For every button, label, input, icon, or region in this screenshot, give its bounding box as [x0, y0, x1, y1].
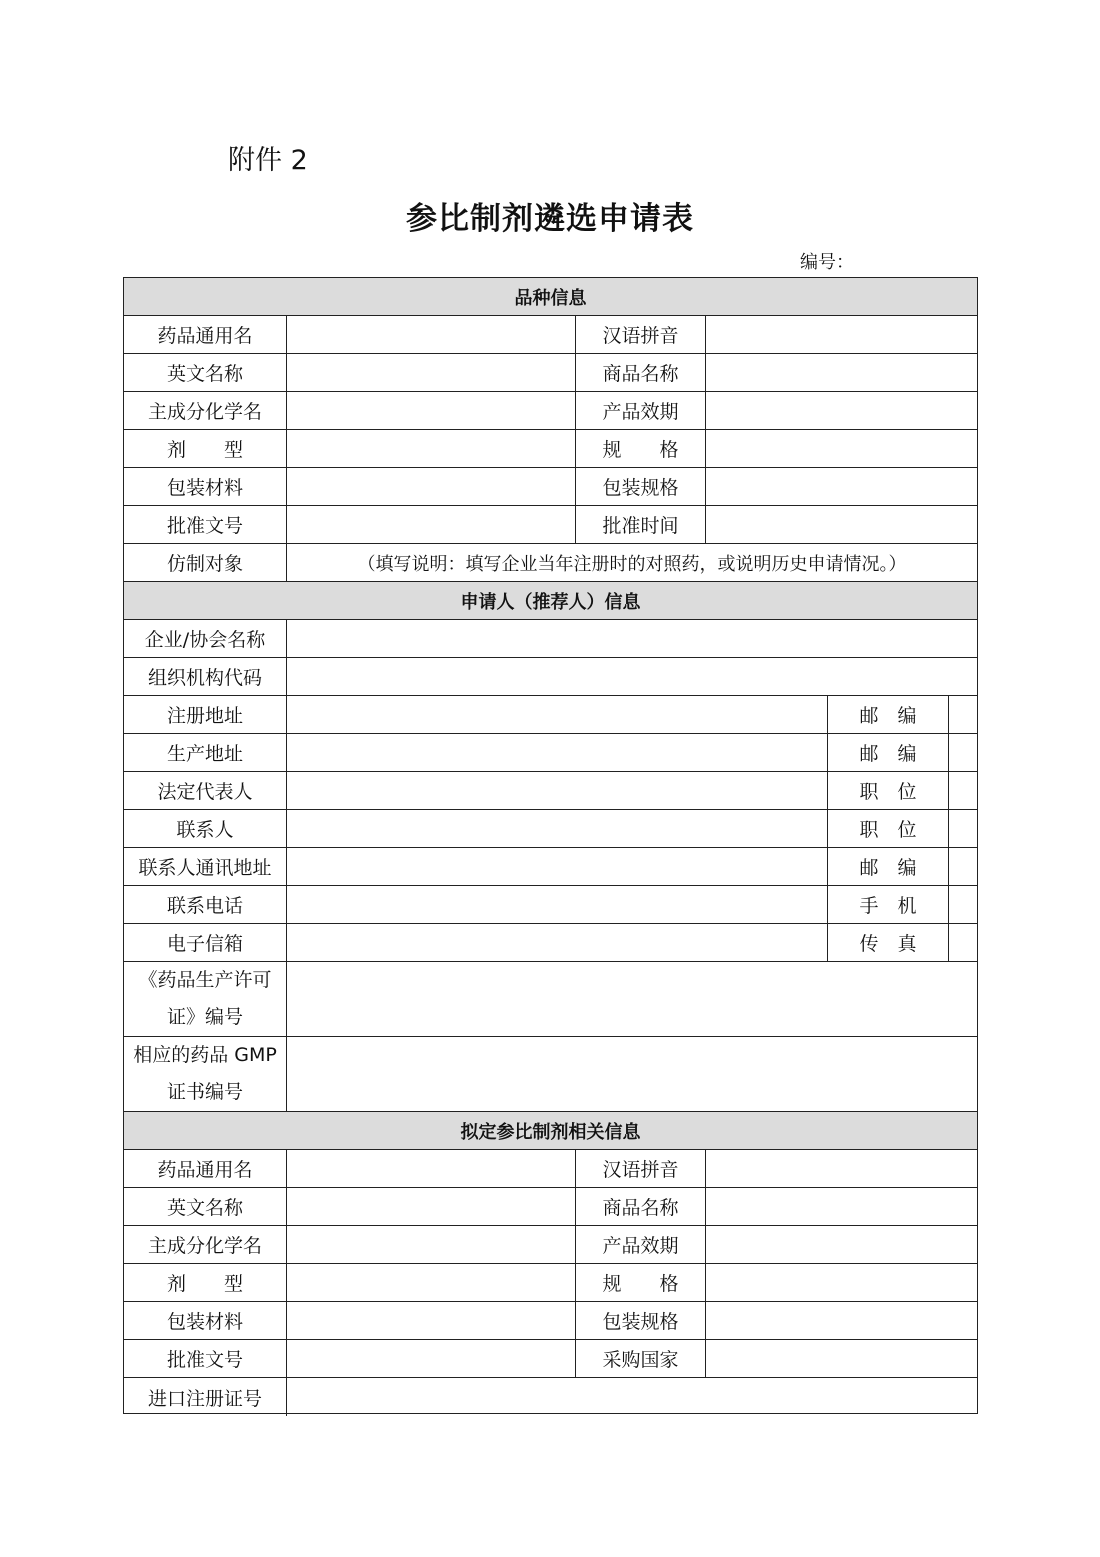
field-value[interactable]: [286, 1264, 575, 1301]
field-label: 组织机构代码: [147, 667, 262, 689]
section-variety-info-title: 品种信息: [124, 278, 977, 315]
field-value[interactable]: [948, 772, 977, 809]
field-label: 包装材料: [166, 477, 243, 499]
field-label: 包装规格: [575, 1302, 705, 1339]
field-value[interactable]: [705, 1150, 977, 1187]
field-value[interactable]: [286, 1378, 977, 1416]
field-value[interactable]: [286, 1340, 575, 1377]
field-value[interactable]: [948, 848, 977, 885]
field-value[interactable]: [948, 924, 977, 961]
field-value[interactable]: [286, 696, 827, 733]
application-form-table: [123, 277, 978, 1414]
field-label: 剂 型: [166, 439, 243, 461]
applicant-contact-row: [124, 848, 977, 886]
field-value[interactable]: [286, 810, 827, 847]
field-label: 联系人通讯地址: [138, 857, 272, 879]
reference-row: [124, 1226, 977, 1264]
field-value[interactable]: [948, 696, 977, 733]
field-label: 进口注册证号: [147, 1387, 262, 1410]
form-title: 参比制剂遴选申请表: [406, 201, 694, 237]
field-value[interactable]: [286, 1226, 575, 1263]
field-label: 商品名称: [575, 354, 705, 391]
field-label: 联系电话: [166, 895, 243, 917]
field-value[interactable]: [705, 468, 977, 505]
applicant-contact-row: [124, 734, 977, 772]
field-value[interactable]: [286, 506, 575, 543]
field-label: 职 位: [827, 810, 948, 847]
field-value[interactable]: [286, 316, 575, 353]
field-value[interactable]: [286, 468, 575, 505]
field-label: 批准文号: [166, 515, 243, 537]
variety-row: [124, 354, 977, 392]
field-label: 采购国家: [575, 1340, 705, 1377]
section-reference-info-title: 拟定参比制剂相关信息: [124, 1112, 977, 1149]
field-label: 企业/协会名称: [144, 629, 266, 651]
field-value[interactable]: [286, 886, 827, 923]
field-label: 产品效期: [575, 1226, 705, 1263]
field-label: 药品通用名: [157, 325, 253, 347]
applicant-row: [124, 620, 977, 658]
field-value[interactable]: [286, 848, 827, 885]
attachment-label: 附件 2: [228, 145, 308, 176]
field-value[interactable]: [286, 962, 977, 1036]
field-value[interactable]: [286, 1188, 575, 1225]
gmp-certificate-row: [124, 1037, 977, 1112]
reference-row: [124, 1340, 977, 1378]
field-label: 邮 编: [827, 696, 948, 733]
field-value[interactable]: [948, 734, 977, 771]
field-label: 相应的药品 GMP 证书编号: [133, 1044, 277, 1103]
field-label: 批准文号: [166, 1349, 243, 1371]
field-value[interactable]: [705, 1226, 977, 1263]
field-label: 英文名称: [166, 1197, 243, 1219]
variety-row: [124, 392, 977, 430]
field-label: 电子信箱: [166, 933, 243, 955]
reference-row: [124, 1302, 977, 1340]
field-label: 汉语拼音: [575, 316, 705, 353]
field-label: 包装规格: [575, 468, 705, 505]
variety-row: [124, 468, 977, 506]
applicant-contact-row: [124, 924, 977, 962]
field-label: 剂 型: [166, 1273, 243, 1295]
field-value[interactable]: [705, 316, 977, 353]
field-value[interactable]: [286, 430, 575, 467]
field-label: 包装材料: [166, 1311, 243, 1333]
field-label: 法定代表人: [157, 781, 253, 803]
field-value[interactable]: [286, 1037, 977, 1111]
field-value[interactable]: [705, 1188, 977, 1225]
fill-instruction-note[interactable]: （填写说明：填写企业当年注册时的对照药，或说明历史申请情况。）: [286, 544, 977, 581]
field-value[interactable]: [705, 354, 977, 391]
field-label: 邮 编: [827, 734, 948, 771]
field-label: 注册地址: [166, 705, 243, 727]
field-value[interactable]: [705, 392, 977, 429]
field-label: 联系人: [176, 819, 234, 841]
field-value[interactable]: [948, 886, 977, 923]
field-label: 药品通用名: [157, 1159, 253, 1181]
field-label: 主成分化学名: [147, 1235, 262, 1257]
field-value[interactable]: [948, 810, 977, 847]
field-value[interactable]: [705, 430, 977, 467]
field-value[interactable]: [705, 1302, 977, 1339]
field-value[interactable]: [705, 1340, 977, 1377]
applicant-contact-row: [124, 810, 977, 848]
field-label: 职 位: [827, 772, 948, 809]
field-value[interactable]: [286, 734, 827, 771]
section-variety-info: [124, 278, 977, 316]
field-label: 《药品生产许可证》编号: [138, 969, 272, 1028]
imitation-target-row: [124, 544, 977, 582]
production-license-row: [124, 962, 977, 1037]
reference-row: [124, 1264, 977, 1302]
field-label: 手 机: [827, 886, 948, 923]
section-reference-info: [124, 1112, 977, 1150]
applicant-contact-row: [124, 696, 977, 734]
field-value[interactable]: [286, 392, 575, 429]
field-value[interactable]: [286, 1150, 575, 1187]
import-registration-row: [124, 1378, 977, 1416]
field-label: 传 真: [827, 924, 948, 961]
applicant-contact-row: [124, 772, 977, 810]
field-value[interactable]: [705, 1264, 977, 1301]
field-value[interactable]: [286, 924, 827, 961]
field-label: 邮 编: [827, 848, 948, 885]
variety-row: [124, 430, 977, 468]
serial-number-label: 编号：: [800, 252, 854, 273]
field-value[interactable]: [286, 1302, 575, 1339]
reference-row: [124, 1188, 977, 1226]
field-label: 规 格: [575, 430, 705, 467]
field-label: 批准时间: [575, 506, 705, 543]
reference-row: [124, 1150, 977, 1188]
field-value[interactable]: [286, 772, 827, 809]
field-label: 产品效期: [575, 392, 705, 429]
section-applicant-info-title: 申请人（推荐人）信息: [124, 582, 977, 619]
applicant-contact-row: [124, 886, 977, 924]
variety-row: [124, 506, 977, 544]
field-value[interactable]: [286, 354, 575, 391]
applicant-row: [124, 658, 977, 696]
section-applicant-info: [124, 582, 977, 620]
field-label: 规 格: [575, 1264, 705, 1301]
field-label: 英文名称: [166, 363, 243, 385]
field-value[interactable]: [286, 658, 977, 695]
field-value[interactable]: [286, 620, 977, 657]
field-label: 商品名称: [575, 1188, 705, 1225]
field-label: 汉语拼音: [575, 1150, 705, 1187]
field-label: 生产地址: [166, 743, 243, 765]
variety-row: [124, 316, 977, 354]
field-value[interactable]: [705, 506, 977, 543]
field-label: 主成分化学名: [147, 401, 262, 423]
field-label: 仿制对象: [166, 553, 243, 575]
